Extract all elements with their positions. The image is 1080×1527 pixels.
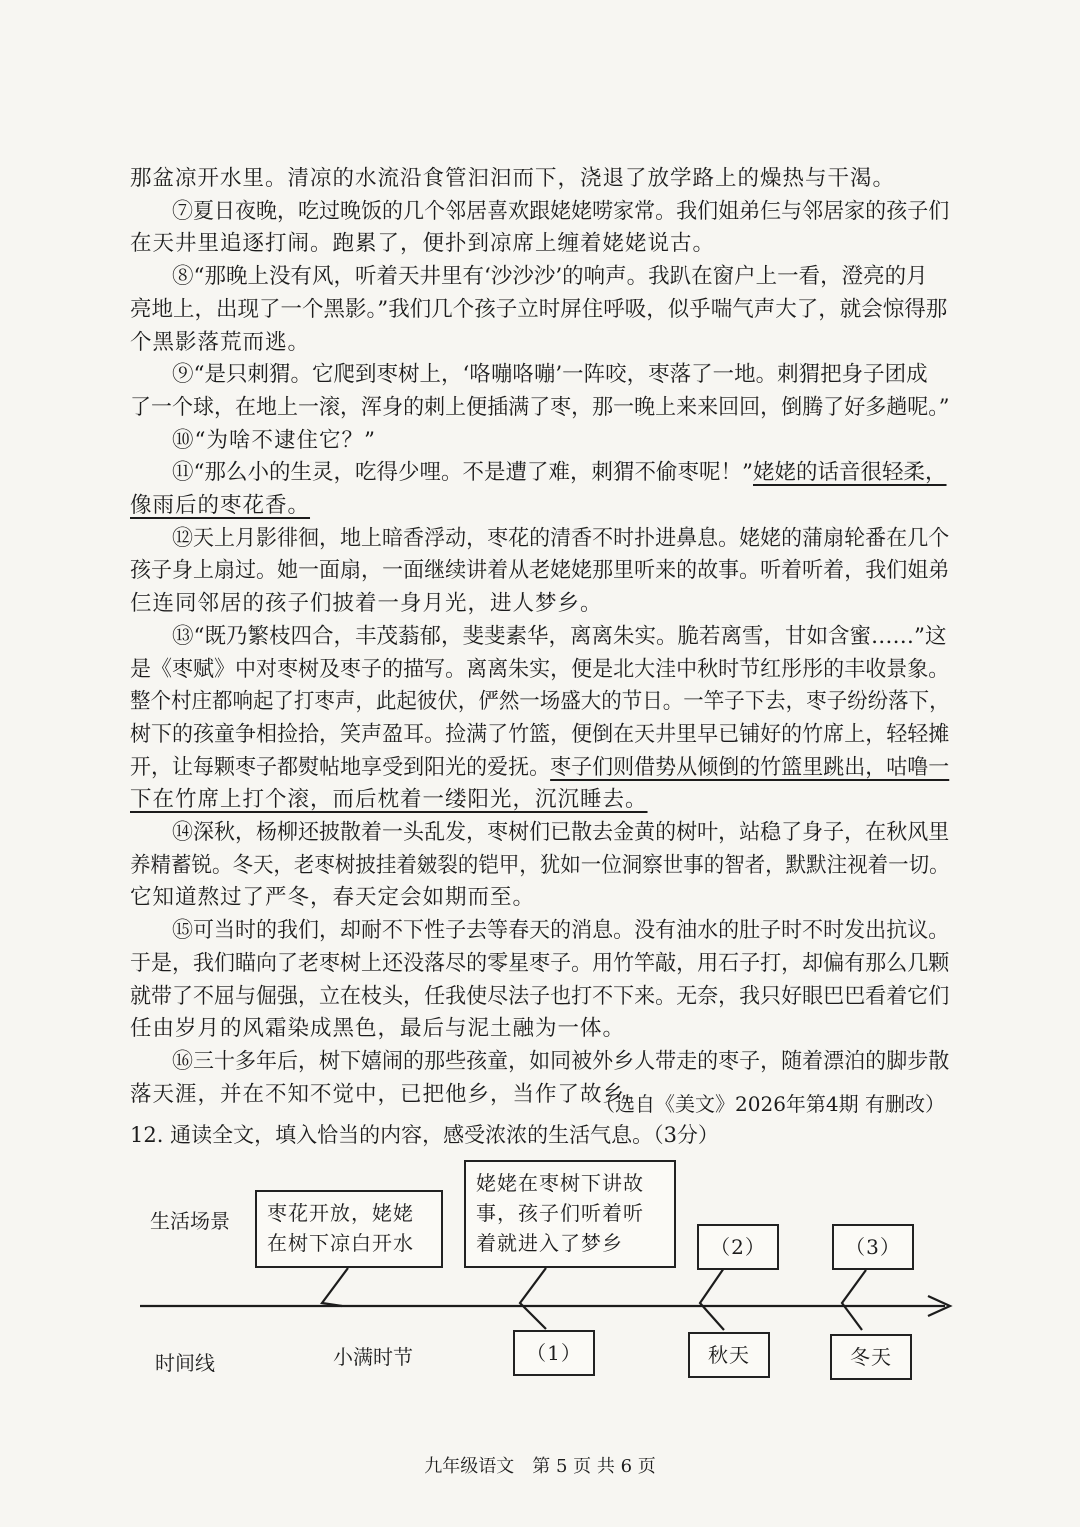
page-footer: 九年级语文 第 5 页 共 6 页 [424, 1456, 656, 1477]
passage-text: ⑮可当时的我们，却耐不下性子去等春天的消息。没有油水的肚子时不时发出抗议。 [172, 918, 950, 944]
passage-text: 就带了不屈与倔强，立在枝头，任我使尽法子也打不下来。无奈，我只好眼巴巴看着它们 [130, 983, 950, 1009]
passage-text: ⑭深秋，杨柳还披散着一头乱发，枣树们已散去金黄的树叶，站稳了身子，在秋风里 [172, 820, 950, 845]
passage-text: 仨连同邻居的孩子们披着一身月光，进人梦乡。 [130, 591, 603, 617]
passage-text: 开，让每颗枣子都熨帖地享受到阳光的爱抚。 [130, 754, 551, 780]
passage-text: ⑧“那晚上没有风，听着天井里有‘沙沙沙’的响声。我趴在窗户上一看，澄亮的月 [172, 264, 928, 290]
passage-text: 它知道熬过了严冬，春天定会如期而至。 [130, 885, 536, 911]
time-box-4: 冬天 [830, 1334, 912, 1380]
scene-box-1[interactable]: 枣花开放，姥姥在树下凉白开水 [255, 1190, 443, 1268]
passage-text: 任由岁月的风霜染成黑色，最后与泥土融为一体。 [130, 1016, 626, 1042]
time-box-2-blank[interactable]: （1） [513, 1330, 595, 1376]
underlined-text: 姥姥的话音很轻柔， [753, 460, 947, 486]
underlined-text: 像雨后的枣花香。 [130, 493, 311, 518]
timeline-branch-1 [322, 1268, 348, 1306]
passage-text: ⑪“那么小的生灵，吃得少哩。不是遭了难，刺猬不偷枣呢！” [172, 460, 753, 486]
scene-row-label: 生活场景 [150, 1209, 230, 1233]
passage-text: 养精蓄锐。冬天，老枣树披挂着皴裂的铠甲，犹如一位洞察世事的智者，默默注视着一切。 [130, 852, 950, 878]
question-12: 12. 通读全文，填入恰当的内容，感受浓浓的生活气息。（3分） [130, 1123, 719, 1147]
time-row-label: 时间线 [155, 1351, 215, 1375]
passage-text: ⑫天上月影徘徊，地上暗香浮动，枣花的清香不时扑进鼻息。姥姥的蒲扇轮番在几个 [172, 525, 950, 551]
passage-text: 整个村庄都响起了打枣声，此起彼伏，俨然一场盛大的节日。一竿子下去，枣子纷纷落下， [130, 689, 950, 715]
passage-text: 了一个球，在地上一滚，浑身的刺上便插满了枣，那一晚上来来回回，倒腾了好多趟呢。” [130, 394, 950, 420]
passage-text: 树下的孩童争相捡拾，笑声盈耳。捡满了竹篮，便倒在天井里早已铺好的竹席上，轻轻摊 [130, 721, 950, 747]
passage-text: ⑦夏日夜晚，吃过晚饭的几个邻居喜欢跟姥姥唠家常。我们姐弟仨与邻居家的孩子们 [172, 198, 950, 224]
passage-text: ⑬“既乃繁枝四合，丰茂蓊郁，斐斐素华，离离朱实。脆若离雪，甘如含蜜……”这 [172, 623, 947, 649]
passage-text: 那盆凉开水里。清凉的水流沿食管汩汩而下，浇退了放学路上的燥热与干渴。 [130, 166, 896, 191]
passage-text: 在天井里追逐打闹。跑累了，便扑到凉席上缠着姥姥说古。 [130, 231, 716, 257]
time-label-1: 小满时节 [333, 1345, 413, 1369]
passage-text: 于是，我们瞄向了老枣树上还没落尽的零星枣子。用竹竿敲，用石子打，却偏有那么几颗 [130, 950, 950, 976]
scene-box-2[interactable]: 姥姥在枣树下讲故事，孩子们听着听着就进入了梦乡 [464, 1160, 676, 1268]
timeline-branch-2 [520, 1268, 546, 1329]
passage-text: ⑯三十多年后，树下嬉闹的那些孩童，如同被外乡人带走的枣子，随着漂泊的脚步散 [172, 1048, 950, 1074]
passage-text: 孩子身上扇过。她一面扇，一面继续讲着从老姥姥那里听来的故事。听着听着，我们姐弟 [130, 558, 950, 584]
time-box-3: 秋天 [688, 1332, 770, 1378]
timeline-branch-4 [842, 1270, 866, 1330]
passage-text: 亮地上，出现了一个黑影。”我们几个孩子立时屏住呼吸，似乎喘气声大了，就会惊得那 [130, 296, 948, 322]
timeline-branch-3 [700, 1268, 724, 1330]
underlined-text: 下在竹席上打个滚，而后枕着一缕阳光，沉沉睡去。 [130, 787, 648, 813]
passage-text: 是《枣赋》中对枣树及枣子的描写。离离朱实，便是北大洼中秋时节红彤彤的丰收景象。 [130, 656, 950, 682]
scene-box-3-blank[interactable]: （2） [697, 1224, 779, 1270]
passage-text: 落天涯，并在不知不觉中，已把他乡，当作了故乡。 [130, 1081, 648, 1107]
underlined-text: 枣子们则借势从倾倒的竹篮里跳出，咕噜一 [550, 754, 950, 780]
passage-text: ⑨“是只刺猬。它爬到枣树上，‘咯嘣咯嘣’一阵咬，枣落了一地。刺猬把身子团成 [172, 362, 928, 388]
passage-text: 个黑影落荒而逃。 [130, 329, 311, 355]
scene-box-4-blank[interactable]: （3） [832, 1224, 914, 1270]
passage-text: ⑩“为啥不逮住它？” [172, 427, 376, 453]
source-citation: （选自《美文》2026年第4期 有删改） [595, 1092, 945, 1116]
